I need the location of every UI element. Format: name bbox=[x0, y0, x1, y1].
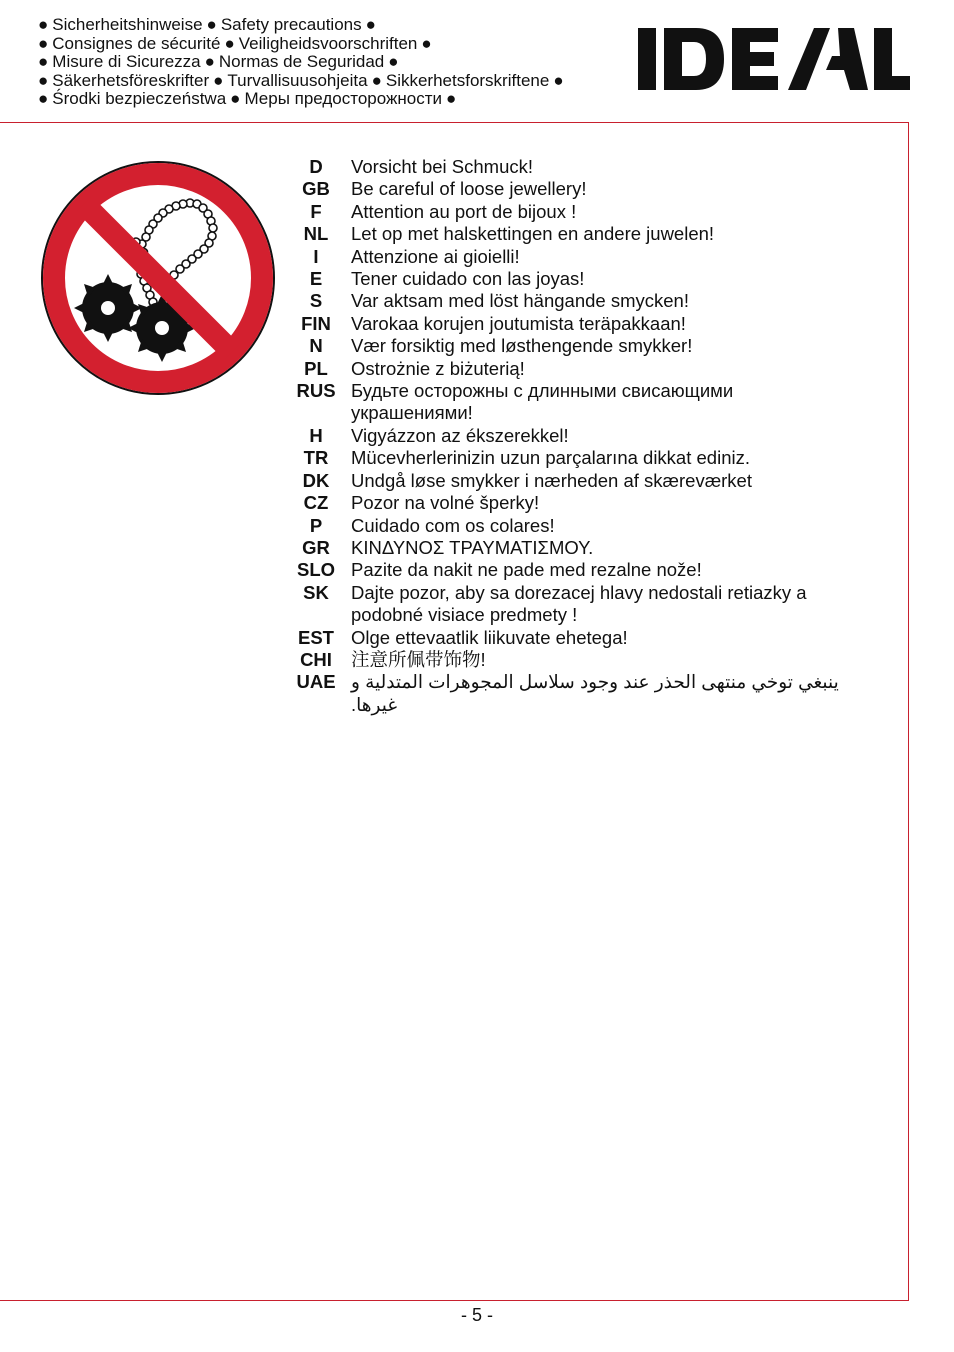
bullet-icon: ● bbox=[38, 15, 49, 34]
ideal-logo bbox=[638, 22, 910, 96]
warning-row bbox=[290, 178, 850, 200]
logo-letter-a-slash-1 bbox=[788, 28, 830, 90]
header-title: Меры предосторожности bbox=[244, 89, 443, 108]
warning-row bbox=[290, 425, 850, 447]
header-title: Veiligheidsvoorschriften bbox=[238, 33, 418, 53]
warning-text: Undgå løse smykker i nærheden af skæreværket bbox=[351, 469, 752, 491]
frame-bottom-line bbox=[0, 1300, 909, 1301]
logo-letter-d bbox=[664, 28, 724, 90]
language-code: D bbox=[309, 156, 323, 177]
bullet-icon: ● bbox=[230, 89, 241, 108]
bullet-icon: ● bbox=[388, 52, 399, 71]
warning-row bbox=[290, 649, 850, 671]
bullet-icon: ● bbox=[204, 52, 215, 71]
bullet-icon: ● bbox=[224, 33, 235, 53]
warning-row bbox=[290, 515, 850, 537]
language-code: H bbox=[309, 424, 323, 446]
language-code: I bbox=[313, 245, 319, 267]
warning-text: Var aktsam med löst hängande smycken! bbox=[351, 290, 689, 312]
no-loose-jewellery-prohibition-icon bbox=[40, 160, 276, 396]
language-code: GR bbox=[302, 536, 330, 558]
header-line bbox=[38, 35, 638, 54]
language-code: CHI bbox=[300, 648, 332, 670]
warning-text: Vigyázzon az ékszerekkel! bbox=[351, 424, 569, 446]
warning-row bbox=[290, 671, 850, 716]
warning-text: Pazite da nakit ne pade med rezalne nože! bbox=[351, 559, 702, 581]
warning-row bbox=[290, 537, 850, 559]
header-title: Turvallisuusohjeita bbox=[227, 70, 368, 90]
warning-row bbox=[290, 470, 850, 492]
warning-row bbox=[290, 313, 850, 335]
header-line bbox=[38, 90, 638, 109]
warning-row bbox=[290, 268, 850, 290]
warning-row bbox=[290, 492, 850, 514]
header-title: Środki bezpieczeństwa bbox=[52, 89, 227, 108]
header-title: Säkerhetsföreskrifter bbox=[52, 70, 210, 90]
warning-text: Mücevherlerinizin uzun parçalarına dikkat ediniz. bbox=[351, 447, 750, 469]
frame-right-line bbox=[908, 122, 909, 1300]
warning-row bbox=[290, 447, 850, 469]
warning-text: Vorsicht bei Schmuck! bbox=[351, 156, 533, 177]
warning-text: Cuidado com os colares! bbox=[351, 514, 555, 536]
warning-text: Varokaa korujen joutumista teräpakkaan! bbox=[351, 312, 686, 334]
language-code: FIN bbox=[301, 312, 331, 334]
logo-letter-i bbox=[638, 28, 656, 90]
bullet-icon: ● bbox=[38, 52, 49, 71]
bullet-icon: ● bbox=[446, 89, 457, 108]
language-code: GB bbox=[302, 178, 330, 200]
header-title: Sikkerhetsforskriftene bbox=[385, 70, 550, 90]
header-titles bbox=[38, 16, 638, 109]
warning-row bbox=[290, 201, 850, 223]
language-code: UAE bbox=[296, 671, 336, 693]
bullet-icon: ● bbox=[371, 70, 382, 90]
language-code: SK bbox=[303, 581, 329, 603]
bullet-icon: ● bbox=[553, 70, 564, 90]
language-code: CZ bbox=[303, 492, 329, 514]
warning-text: 注意所佩带饰物! bbox=[351, 648, 486, 670]
language-code: PL bbox=[304, 357, 328, 379]
warning-text: ΚΙΝΔΥΝΟΣ ΤΡΑΥΜΑΤΙΣΜΟΥ. bbox=[351, 536, 594, 558]
warning-text: Let op met halskettingen en andere juwelen! bbox=[351, 223, 715, 245]
warning-row bbox=[290, 358, 850, 380]
warning-list bbox=[290, 156, 850, 716]
bullet-icon: ● bbox=[38, 33, 49, 53]
language-code: P bbox=[309, 514, 323, 536]
warning-text: Attenzione ai gioielli! bbox=[351, 245, 520, 267]
language-code: N bbox=[309, 335, 323, 357]
bullet-icon: ● bbox=[38, 89, 49, 108]
page-number: - 5 - bbox=[460, 1305, 493, 1325]
bullet-icon: ● bbox=[365, 15, 376, 34]
language-code: NL bbox=[303, 223, 329, 245]
language-code: EST bbox=[298, 626, 334, 648]
warning-text: Be careful of loose jewellery! bbox=[351, 178, 587, 200]
warning-text: ينبغي توخي منتهى الحذر عند وجود سلاسل المجوهرات المتدلية و غيرها. bbox=[351, 671, 839, 715]
header-title: Misure di Sicurezza bbox=[52, 52, 201, 71]
warning-row bbox=[290, 246, 850, 268]
language-code: TR bbox=[303, 447, 329, 469]
language-code: SLO bbox=[296, 559, 336, 581]
logo-letter-l bbox=[874, 28, 910, 90]
warning-text: Ostrożnie z biżuterią! bbox=[351, 357, 525, 379]
warning-row bbox=[290, 559, 850, 581]
warning-row bbox=[290, 290, 850, 312]
frame-top-line bbox=[0, 122, 909, 123]
language-code: F bbox=[310, 200, 322, 222]
warning-text: Dajte pozor, aby sa dorezacej hlavy nedostali retiazky a podobné visiace predmety ! bbox=[351, 581, 807, 626]
header-title: Consignes de sécurité bbox=[52, 33, 221, 53]
warning-text: Tener cuidado con las joyas! bbox=[351, 268, 585, 290]
language-code: E bbox=[309, 268, 323, 290]
bullet-icon: ● bbox=[206, 15, 217, 34]
warning-text: Olge ettevaatlik liikuvate ehetega! bbox=[351, 626, 628, 648]
cutter-gear-left-icon bbox=[74, 274, 142, 342]
header-line bbox=[38, 53, 638, 72]
warning-text: Attention au port de bijoux ! bbox=[351, 200, 577, 222]
header-title: Normas de Seguridad bbox=[218, 52, 385, 71]
header-title: Safety precautions bbox=[220, 15, 362, 34]
warning-row bbox=[290, 156, 850, 178]
warning-row bbox=[290, 335, 850, 357]
warning-text: Pozor na volné šperky! bbox=[351, 492, 540, 514]
header-line bbox=[38, 72, 638, 91]
warning-row bbox=[290, 380, 850, 425]
logo-letter-a-slash-2 bbox=[826, 28, 868, 90]
header-line bbox=[38, 16, 638, 35]
warning-text: Vær forsiktig med løsthengende smykker! bbox=[351, 335, 693, 357]
header-title: Sicherheitshinweise bbox=[52, 15, 203, 34]
bullet-icon: ● bbox=[421, 33, 432, 53]
warning-row bbox=[290, 223, 850, 245]
warning-row bbox=[290, 582, 850, 627]
language-code: S bbox=[309, 290, 323, 312]
language-code: RUS bbox=[296, 380, 336, 402]
bullet-icon: ● bbox=[38, 70, 49, 90]
logo-letter-e bbox=[732, 28, 778, 90]
warning-row bbox=[290, 627, 850, 649]
warning-text: Будьте осторожны с длинными свисающими украшениями! bbox=[351, 380, 734, 424]
language-code: DK bbox=[302, 469, 330, 491]
bullet-icon: ● bbox=[213, 70, 224, 90]
